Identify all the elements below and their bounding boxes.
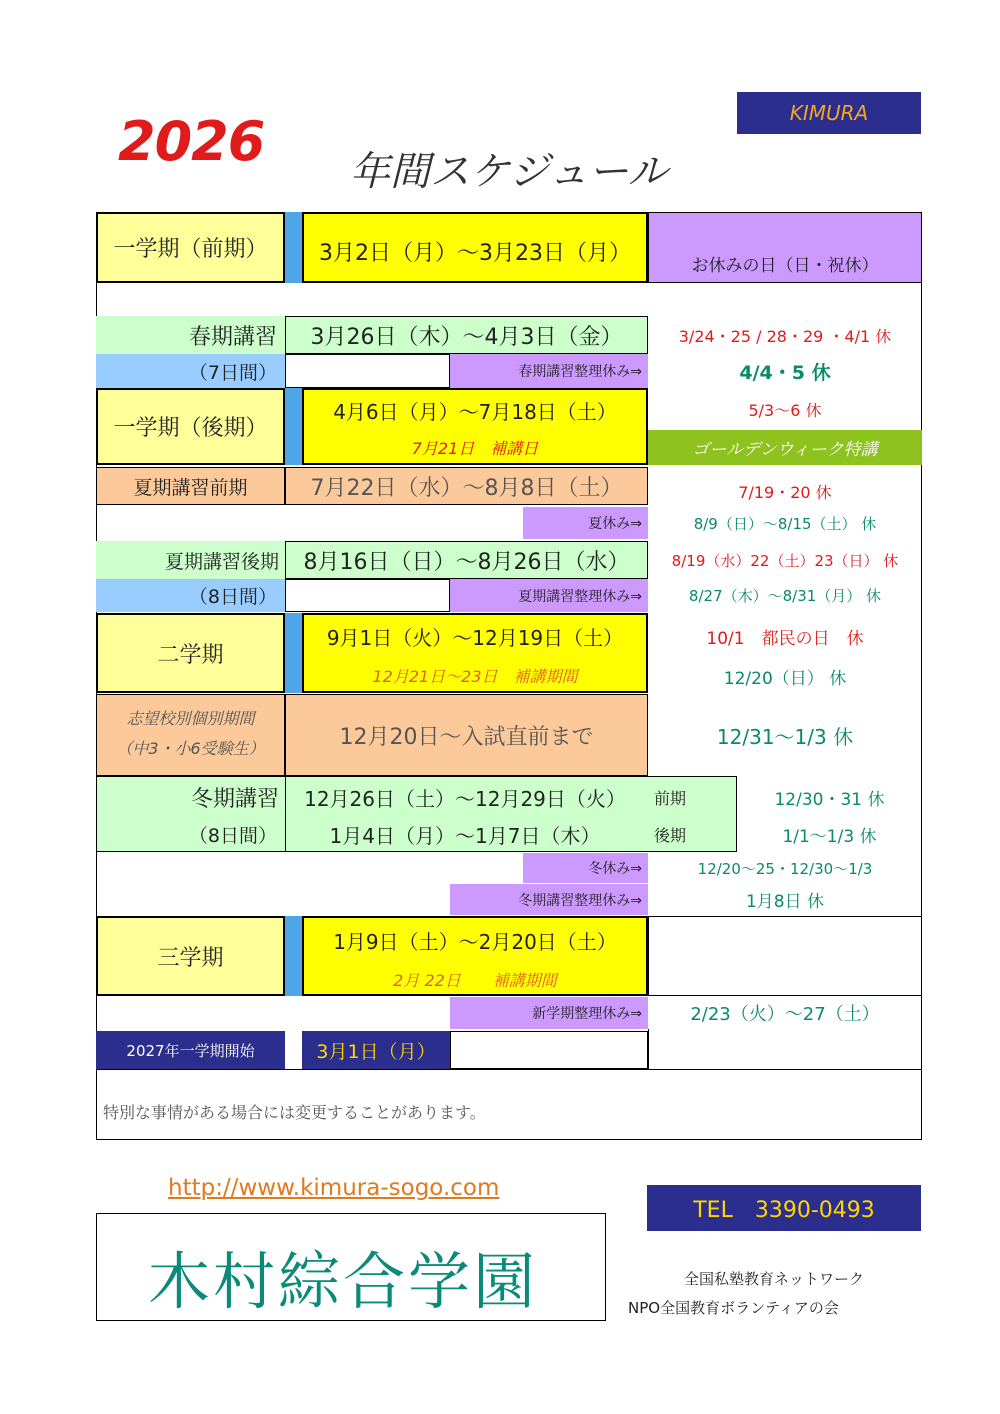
spring-break: 春期講習整理休み⇒ [450, 354, 648, 388]
term1a-name: 一学期（前期） [96, 212, 285, 283]
next-term-label: 2027年一学期開始 [96, 1031, 285, 1069]
term2-makeup: 12月21日～23日 補講期間 [372, 666, 578, 686]
summer1-dates: 7月22日（水）～8月8日（土） [285, 467, 648, 505]
winter-course-holiday: 1月8日 休 [745, 892, 825, 912]
winter-name: 冬期講習 [190, 786, 279, 812]
summer2-break: 夏期講習整理休み⇒ [450, 579, 648, 612]
summer-break-holiday: 8/9（日）～8/15（土） 休 [693, 514, 877, 533]
term2-dates: 9月1日（火）～12月19日（土） [326, 625, 624, 650]
winter-course-break: 冬期講習整理休み⇒ [450, 884, 648, 915]
term3-name: 三学期 [96, 916, 285, 996]
spacer [285, 579, 450, 612]
spring-name: 春期講習 [96, 316, 285, 354]
page-title: 年間スケジュール [350, 149, 668, 195]
new-term-holiday: 2/23（火）～27（土） [690, 1004, 880, 1025]
brand-text: KIMURA [789, 101, 869, 125]
winter-days: （8日間） [188, 824, 277, 847]
empty-cell [648, 1029, 922, 1070]
year-heading: 2026 [118, 110, 265, 173]
next-term-date: 3月1日（月） [302, 1031, 450, 1069]
summer2-holiday-2: 8/27（木）～8/31（月） 休 [688, 587, 882, 605]
summer2-name: 夏期講習後期 [96, 541, 285, 579]
summer2-dates: 8月16日（日）～8月26日（水） [285, 541, 648, 579]
spring-days: （7日間） [96, 354, 285, 388]
divider [96, 1069, 922, 1070]
summer2-days: （8日間） [96, 579, 285, 612]
term2-holiday-1: 10/1 都民の日 休 [706, 628, 864, 649]
holidays-header: お休みの日（日・祝休） [648, 212, 922, 283]
spring-holiday-1: 3/24・25 / 28・29 ・4/1 休 [678, 326, 892, 346]
accent-bar [285, 916, 302, 996]
winter-dates-2: 1月4日（月）～1月7日（木） [329, 823, 601, 848]
accent-bar [285, 212, 302, 283]
accent-bar [285, 613, 302, 693]
summer1-holiday: 7/19・20 休 [738, 482, 832, 502]
new-term-break: 新学期整理休み⇒ [450, 997, 648, 1029]
empty-cell [450, 1031, 648, 1069]
divider [285, 776, 286, 852]
term1a-dates: 3月2日（月）～3月23日（月） [302, 212, 648, 283]
winter-period-2: 後期 [653, 825, 686, 845]
summer1-name: 夏期講習前期 [96, 467, 285, 505]
network-name-2: NPO全国教育ボランティアの会 [628, 1299, 839, 1317]
winter-holiday-1: 12/30・31 休 [774, 789, 885, 810]
term1b-dates: 4月6日（月）～7月18日（土） [333, 399, 617, 424]
phone-badge [647, 1185, 921, 1231]
winter-break-holiday: 12/20～25・12/30～1/3 [697, 859, 873, 878]
winter-dates-1: 12月26日（土）～12月29日（火） [304, 786, 626, 811]
term1b-name: 一学期（後期） [96, 388, 285, 465]
exam-name: 志望校別個別期間 [126, 708, 255, 728]
summer2-holiday-1: 8/19（水）22（土）23（日） 休 [671, 551, 899, 570]
notice-text: 特別な事情がある場合には変更することがあります。 [103, 1103, 486, 1122]
brand-badge [737, 92, 921, 134]
winter-holiday-2: 1/1～1/3 休 [782, 826, 877, 847]
accent-bar [285, 388, 302, 465]
gw-special: ゴールデンウィーク特講 [648, 430, 922, 465]
network-name-1: 全国私塾教育ネットワーク [684, 1270, 865, 1288]
exam-target: （中3・小6受験生） [116, 738, 265, 758]
term3-dates: 1月9日（土）～2月20日（土） [333, 929, 617, 954]
winter-period-1: 前期 [653, 788, 686, 808]
term3-makeup: 2月 22日 補講期間 [393, 970, 557, 990]
term2-holiday-2: 12/20（日） 休 [723, 668, 847, 689]
phone-number: TEL 3390-0493 [693, 1197, 875, 1223]
winter-break-label: 冬休み⇒ [523, 853, 648, 883]
term1b-makeup: 7月21日 補講日 [411, 438, 539, 458]
school-name: 木村綜合学園 [148, 1245, 539, 1318]
exam-holiday: 12/31～1/3 休 [716, 724, 854, 749]
exam-dates: 12月20日～入試直前まで [285, 694, 648, 776]
term1b-holiday: 5/3～6 休 [748, 400, 822, 420]
spring-holiday-2: 4/4・5 休 [739, 361, 831, 384]
spring-dates: 3月26日（木）～4月3日（金） [285, 316, 648, 354]
summer-break-label: 夏休み⇒ [523, 507, 648, 539]
term2-name: 二学期 [96, 613, 285, 693]
spacer [285, 354, 450, 388]
website-link[interactable]: http://www.kimura-sogo.com [168, 1175, 500, 1201]
empty-cell [648, 916, 922, 996]
